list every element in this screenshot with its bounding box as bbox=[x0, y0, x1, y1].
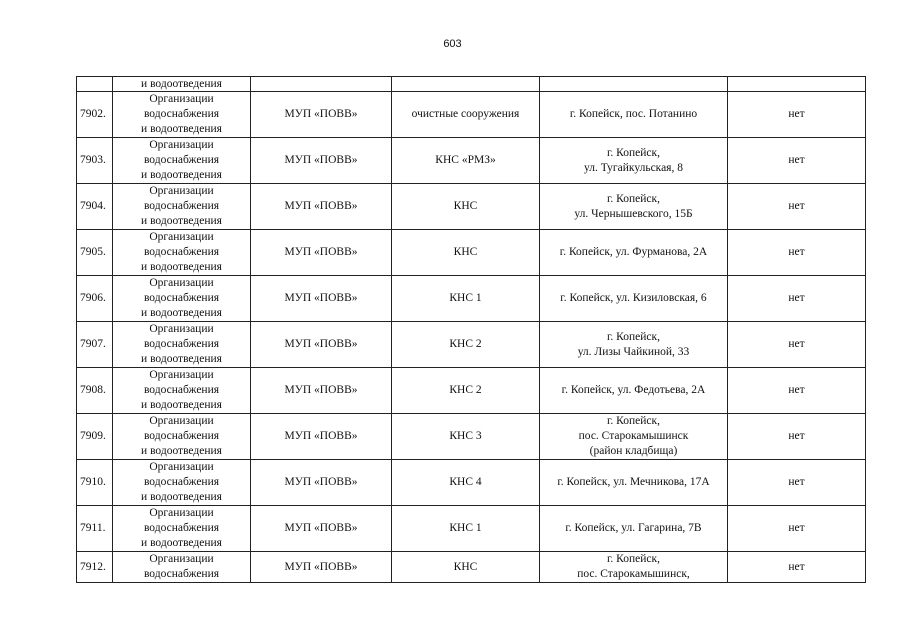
text-line: ул. Чернышевского, 15Б bbox=[574, 207, 693, 220]
cell-value: нет bbox=[728, 92, 866, 138]
cell-value: нет bbox=[728, 184, 866, 230]
cell-value: нет bbox=[728, 230, 866, 276]
cell-org: МУП «ПОВВ» bbox=[251, 322, 392, 368]
text-line: водоснабжения bbox=[143, 154, 220, 166]
text-line: и водоотведения bbox=[141, 169, 222, 181]
cell-type bbox=[113, 184, 251, 230]
text-line: Организации bbox=[149, 369, 214, 381]
cell-address bbox=[540, 276, 728, 322]
table-row bbox=[77, 506, 866, 552]
cell-type bbox=[113, 138, 251, 184]
text-line: и водоотведения bbox=[141, 215, 222, 227]
cell-address bbox=[540, 414, 728, 460]
text-line: и водоотведения bbox=[141, 123, 222, 135]
cell-object: КНС 1 bbox=[392, 506, 540, 552]
text-line: Организации bbox=[149, 323, 214, 335]
text-line: водоснабжения bbox=[143, 430, 220, 442]
cell-org: МУП «ПОВВ» bbox=[251, 552, 392, 583]
table-row bbox=[77, 322, 866, 368]
cell-type bbox=[113, 460, 251, 506]
cell-org: МУП «ПОВВ» bbox=[251, 414, 392, 460]
cell-num: 7907. bbox=[77, 322, 113, 368]
table-row bbox=[77, 460, 866, 506]
cell-num bbox=[77, 77, 113, 92]
table-row bbox=[77, 230, 866, 276]
cell-type bbox=[113, 322, 251, 368]
text-line: водоснабжения bbox=[143, 384, 220, 396]
text-line: и водоотведения bbox=[141, 537, 222, 549]
text-line: и водоотведения bbox=[141, 399, 222, 411]
facilities-table bbox=[76, 76, 866, 583]
text-line: водоснабжения bbox=[143, 338, 220, 350]
text-line: г. Копейск, ул. Кизиловская, 6 bbox=[560, 292, 707, 304]
cell-address bbox=[540, 322, 728, 368]
cell-object: КНС «РМЗ» bbox=[392, 138, 540, 184]
cell-object: КНС bbox=[392, 184, 540, 230]
continuation-row bbox=[77, 77, 866, 92]
cell-value: нет bbox=[728, 276, 866, 322]
text-line: Организации bbox=[149, 415, 214, 427]
cell-type: и водоотведения bbox=[113, 77, 251, 92]
text-line: г. Копейск, bbox=[607, 415, 660, 427]
text-line: водоснабжения bbox=[143, 292, 220, 304]
cell-num: 7905. bbox=[77, 230, 113, 276]
cell-address bbox=[540, 184, 728, 230]
text-line: г. Копейск, bbox=[607, 330, 660, 343]
cell-address bbox=[540, 230, 728, 276]
cell-org: МУП «ПОВВ» bbox=[251, 368, 392, 414]
cell-org: МУП «ПОВВ» bbox=[251, 184, 392, 230]
cell-value bbox=[728, 77, 866, 92]
cell-value: нет bbox=[728, 368, 866, 414]
text-line: г. Копейск, ул. Федотьева, 2А bbox=[561, 384, 706, 396]
cell-type bbox=[113, 230, 251, 276]
cell-org bbox=[251, 77, 392, 92]
text-line: пос. Старокамышинск, bbox=[577, 568, 690, 580]
cell-value: нет bbox=[728, 138, 866, 184]
cell-address bbox=[540, 460, 728, 506]
text-line: г. Копейск, ул. Гагарина, 7В bbox=[565, 522, 702, 534]
cell-object: КНС 1 bbox=[392, 276, 540, 322]
cell-type bbox=[113, 552, 251, 583]
text-line: водоснабжения bbox=[143, 476, 220, 488]
cell-object: КНС 2 bbox=[392, 368, 540, 414]
cell-address bbox=[540, 506, 728, 552]
table-row bbox=[77, 184, 866, 230]
table-row bbox=[77, 276, 866, 322]
table-row bbox=[77, 92, 866, 138]
cell-address bbox=[540, 77, 728, 92]
cell-org: МУП «ПОВВ» bbox=[251, 138, 392, 184]
text-line: Организации bbox=[149, 231, 214, 243]
cell-value: нет bbox=[728, 552, 866, 583]
text-line: Организации bbox=[149, 553, 214, 565]
cell-type bbox=[113, 92, 251, 138]
text-line: г. Копейск, bbox=[607, 146, 660, 159]
table-row bbox=[77, 414, 866, 460]
cell-object: очистные сооружения bbox=[392, 92, 540, 138]
text-line: г. Копейск, ул. Мечникова, 17А bbox=[557, 476, 710, 488]
cell-type bbox=[113, 368, 251, 414]
text-line: (район кладбища) bbox=[589, 445, 678, 457]
cell-org: МУП «ПОВВ» bbox=[251, 92, 392, 138]
cell-num: 7910. bbox=[77, 460, 113, 506]
cell-num: 7911. bbox=[77, 506, 113, 552]
text-line: Организации bbox=[149, 93, 214, 105]
text-line: водоснабжения bbox=[143, 246, 220, 258]
cell-type bbox=[113, 276, 251, 322]
cell-num: 7912. bbox=[77, 552, 113, 583]
cell-type bbox=[113, 414, 251, 460]
text-line: водоснабжения bbox=[143, 522, 220, 534]
cell-org: МУП «ПОВВ» bbox=[251, 506, 392, 552]
text-line: г. Копейск, пос. Потанино bbox=[569, 108, 698, 120]
text-line: и водоотведения bbox=[141, 445, 222, 457]
cell-address bbox=[540, 552, 728, 583]
cell-object: КНС 2 bbox=[392, 322, 540, 368]
text-line: Организации bbox=[149, 507, 214, 519]
text-line: г. Копейск, bbox=[607, 192, 660, 205]
text-line: ул. Тугайкульская, 8 bbox=[584, 161, 683, 174]
cell-num: 7908. bbox=[77, 368, 113, 414]
cell-num: 7906. bbox=[77, 276, 113, 322]
page-number: 603 bbox=[443, 38, 462, 50]
text-line: и водоотведения bbox=[141, 491, 222, 503]
table-row bbox=[77, 368, 866, 414]
cell-address bbox=[540, 138, 728, 184]
cell-object bbox=[392, 77, 540, 92]
cell-value: нет bbox=[728, 460, 866, 506]
cell-num: 7902. bbox=[77, 92, 113, 138]
cell-address bbox=[540, 368, 728, 414]
table-row bbox=[77, 138, 866, 184]
text-line: пос. Старокамышинск bbox=[578, 430, 689, 442]
text-line: водоснабжения bbox=[143, 200, 220, 212]
text-line: Организации bbox=[149, 185, 214, 197]
cell-num: 7904. bbox=[77, 184, 113, 230]
text-line: водоснабжения bbox=[143, 568, 220, 580]
text-line: г. Копейск, bbox=[607, 553, 660, 565]
text-line: Организации bbox=[149, 277, 214, 289]
text-line: и водоотведения bbox=[141, 307, 222, 319]
cell-object: КНС bbox=[392, 230, 540, 276]
cell-org: МУП «ПОВВ» bbox=[251, 460, 392, 506]
text-line: г. Копейск, ул. Фурманова, 2А bbox=[559, 246, 708, 258]
cell-address bbox=[540, 92, 728, 138]
text-line: водоснабжения bbox=[143, 108, 220, 120]
cell-type bbox=[113, 506, 251, 552]
cell-value: нет bbox=[728, 322, 866, 368]
cell-num: 7903. bbox=[77, 138, 113, 184]
text-line: и водоотведения bbox=[141, 353, 222, 365]
cell-org: МУП «ПОВВ» bbox=[251, 276, 392, 322]
table-row bbox=[77, 552, 866, 583]
text-line: и водоотведения bbox=[141, 261, 222, 273]
text-line: ул. Лизы Чайкиной, 33 bbox=[577, 345, 690, 358]
table-body bbox=[77, 77, 866, 583]
cell-org: МУП «ПОВВ» bbox=[251, 230, 392, 276]
cell-object: КНС 4 bbox=[392, 460, 540, 506]
cell-value: нет bbox=[728, 506, 866, 552]
cell-object: КНС bbox=[392, 552, 540, 583]
text-line: Организации bbox=[149, 461, 214, 473]
cell-num: 7909. bbox=[77, 414, 113, 460]
cell-value: нет bbox=[728, 414, 866, 460]
cell-object: КНС 3 bbox=[392, 414, 540, 460]
text-line: Организации bbox=[149, 139, 214, 151]
